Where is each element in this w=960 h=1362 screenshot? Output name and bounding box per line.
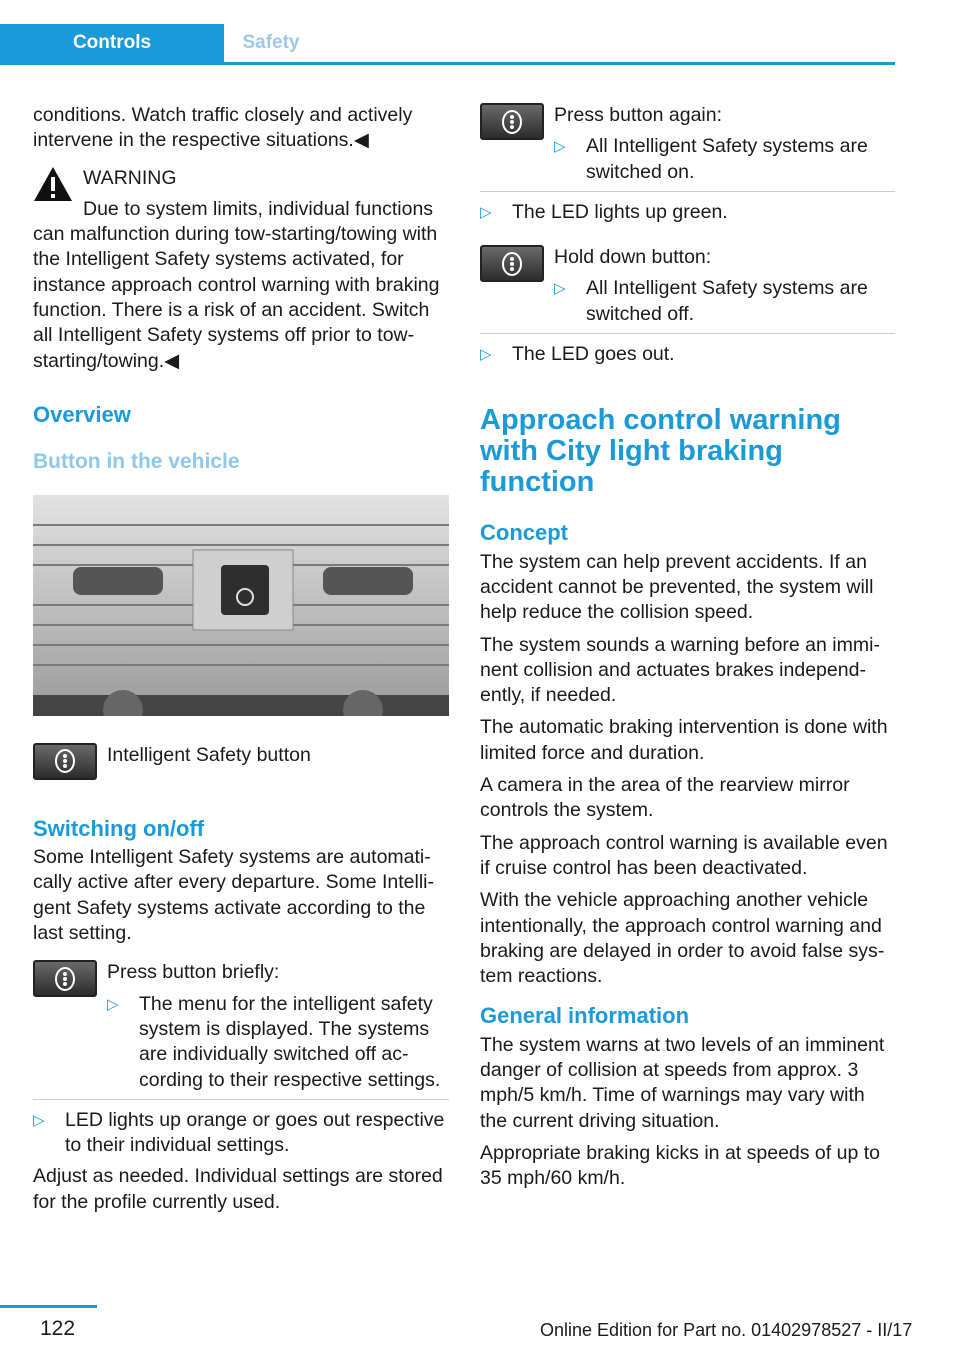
list-item <box>33 1108 449 1159</box>
bullet-menu: The menu for the intelligent safety system is displayed. The systems are individually switched off according to their respective settings. <box>139 992 441 1091</box>
list-item <box>554 134 895 185</box>
intelligent-safety-button-icon <box>33 960 97 997</box>
page-number: 122 <box>40 1317 76 1340</box>
bullet-led: LED lights up orange or goes out respective to their individual settings. <box>65 1108 445 1157</box>
bullet-out: The LED goes out. <box>512 343 675 366</box>
warning-body: can malfunction during tow-starting/towing with the Intelligent Safety systems activated, for instance approach control warning with braking function. There is a risk of an accident. Switch all Intelligent Safety systems off prior to tow-starting/towing.◀ <box>33 223 440 372</box>
tab-controls[interactable]: Controls <box>0 24 224 62</box>
list-item <box>554 276 895 327</box>
triangle-bullet-icon: ▷ <box>480 346 492 364</box>
triangle-bullet-icon: ▷ <box>480 203 492 221</box>
approach-heading: Approach control warning with City light braking function <box>480 404 841 499</box>
button-heading: Button in the vehicle <box>33 450 240 474</box>
list-item <box>480 200 895 225</box>
press-briefly-label: Press button briefly: <box>107 961 280 984</box>
concept-p1: The system can help prevent accidents. If an accident cannot be prevented, the system will help reduce the collision speed. <box>480 550 874 624</box>
adjust-text: Adjust as needed. Individual settings are stored for the profile currently used. <box>33 1165 443 1213</box>
divider <box>33 1099 449 1100</box>
triangle-bullet-icon: ▷ <box>554 280 566 298</box>
concept-heading: Concept <box>480 520 568 546</box>
concept-p2: The system sounds a warning before an imminent collision and actuates brakes independently, if needed. <box>480 633 880 707</box>
intelligent-safety-button-icon <box>33 743 97 780</box>
general-g1: The system warns at two levels of an imminent danger of collision at speeds from approx. 3 mph/5 km/h. Time of warnings may vary with the current driving situation. <box>480 1033 885 1132</box>
warning-title: WARNING <box>83 166 177 189</box>
list-item <box>480 342 895 367</box>
switching-text: Some Intelligent Safety systems are automatically active after every departure. Some Intelligent Safety systems activate according to the last setting. <box>33 846 435 945</box>
edition-text: Online Edition for Part no. 01402978527 - II/17 <box>540 1320 913 1340</box>
header-tabbar <box>0 24 895 65</box>
intelligent-safety-button-icon <box>480 103 544 140</box>
warning-first-line: Due to system limits, individual functions <box>83 197 434 220</box>
list-item <box>107 992 449 1093</box>
button-caption: Intelligent Safety button <box>107 743 311 766</box>
tab-safety[interactable]: Safety <box>242 32 300 53</box>
divider <box>480 333 895 334</box>
concept-p3: The automatic braking intervention is done with limited force and duration. <box>480 716 888 764</box>
concept-p6: With the vehicle approaching another vehicle intentionally, the approach control warning and braking are delayed in order to avoid false system reactions. <box>480 889 885 988</box>
left-column <box>33 103 449 1222</box>
right-column <box>480 103 895 1199</box>
concept-p5: The approach control warning is available even if cruise control has been deactivated. <box>480 831 888 879</box>
hold-down-block <box>480 245 895 327</box>
concept-p4: A camera in the area of the rearview mirror controls the system. <box>480 774 850 822</box>
press-briefly-block <box>33 960 449 1092</box>
press-again-block <box>480 103 895 185</box>
triangle-bullet-icon: ▷ <box>33 1111 45 1129</box>
vehicle-button-photo <box>33 495 449 716</box>
footer-accent-line <box>0 1305 97 1308</box>
warning-block <box>33 166 449 223</box>
warning-triangle-icon <box>33 166 73 202</box>
triangle-bullet-icon: ▷ <box>554 138 566 156</box>
press-again-label: Press button again: <box>554 104 723 126</box>
bullet-green: The LED lights up green. <box>512 200 728 223</box>
intelligent-safety-button-icon <box>480 245 544 282</box>
general-heading: General information <box>480 1003 690 1029</box>
caption-row <box>33 743 449 780</box>
divider <box>480 191 895 192</box>
intro-text: conditions. Watch traffic closely and actively intervene in the respective situations.◀ <box>33 104 413 152</box>
bullet-on: All Intelligent Safety systems are switched on. <box>586 135 868 183</box>
triangle-bullet-icon: ▷ <box>107 995 119 1013</box>
switching-heading: Switching on/off <box>33 815 205 841</box>
hold-down-label: Hold down button: <box>554 246 712 269</box>
general-g2: Appropriate braking kicks in at speeds of up to 35 mph/60 km/h. <box>480 1141 880 1190</box>
overview-heading: Overview <box>33 401 131 427</box>
bullet-off: All Intelligent Safety systems are switched off. <box>586 277 868 325</box>
